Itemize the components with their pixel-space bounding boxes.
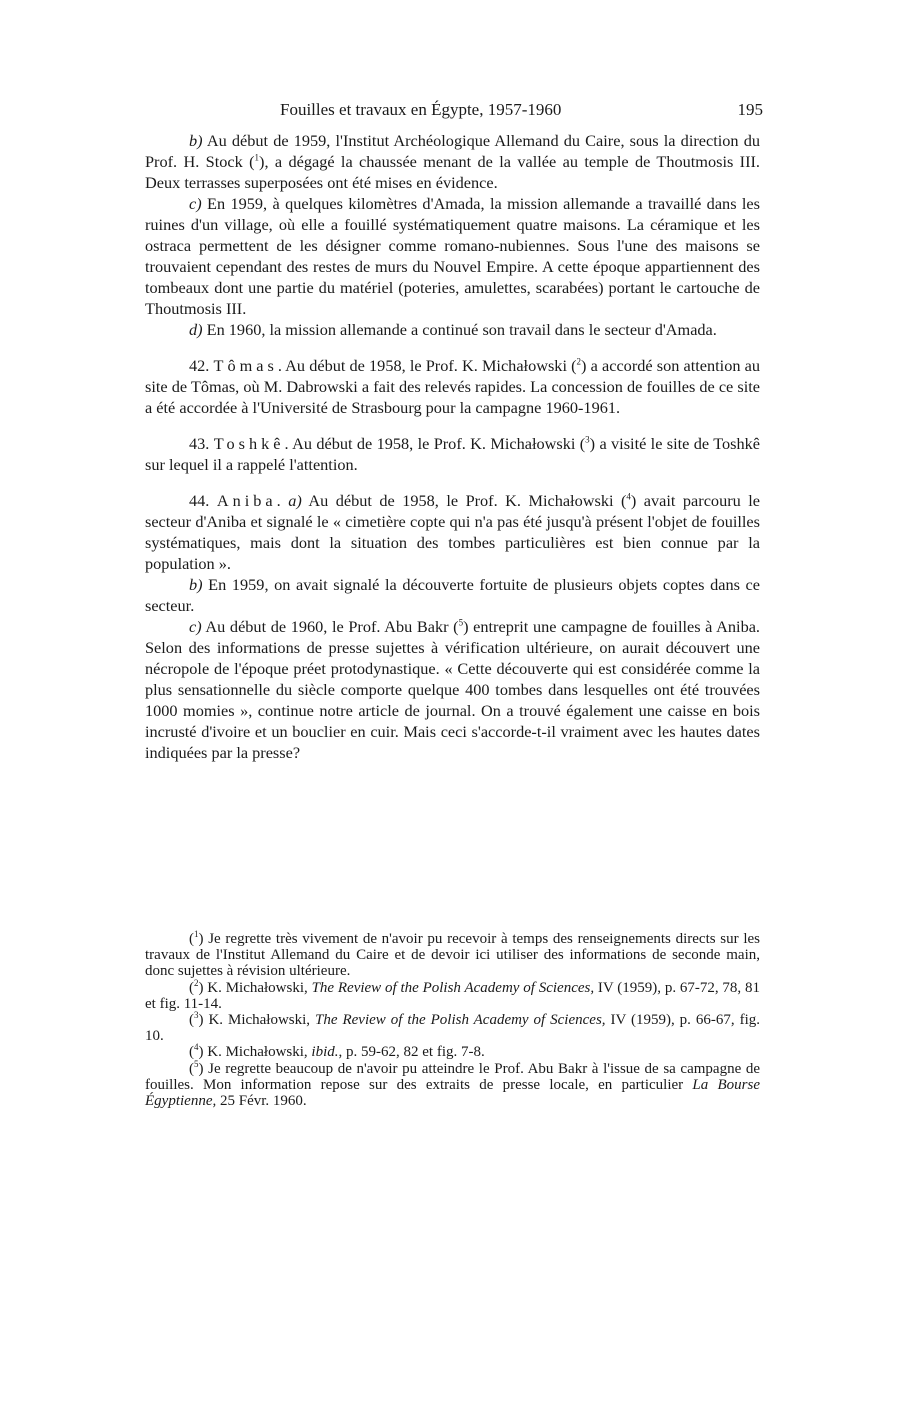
paragraph-text: ) entreprit une campagne de fouilles à Aniba. Selon des informations de presse sujettes à vérification ultérieure, on aurait découvert une nécropole de l'époque préet protodynastique. « Cette découverte qui est considérée comme la plus sensationnelle du siècle comporte quelque 400 tombes dans lesquelles ont été trouvées 1000 momies », continue notre article de journal. On a trouvé également une caisse en bois incrusté d'ivoire et un bouclier en cuir. Mais ceci s'accorde-t-il vraiment avec les hautes dates indiquées par la presse? xyxy=(145,617,761,762)
footnote-text: K. Michałowski, xyxy=(203,979,312,996)
paragraph-text: ) a accordé son attention au site de Tômas, où M. Dabrowski a fait des relevés rapides. La concession de fouilles de ce site a été accordée à l'Université de Strasbourg pour la campagne 1960-1961. xyxy=(145,356,761,417)
item-marker: b) xyxy=(189,131,203,150)
page-number: 195 xyxy=(737,100,763,119)
item-marker: c) xyxy=(189,617,202,636)
section-44-aniba xyxy=(145,490,760,574)
footnote-text: IV (1959), p. 66-67, fig. 10. xyxy=(145,1012,760,1045)
site-name: Aniba xyxy=(216,491,277,510)
site-name: Toshkê xyxy=(213,434,285,453)
paragraph-c-amada xyxy=(145,193,760,319)
footnotes xyxy=(145,931,760,1109)
running-title: Fouilles et travaux en Égypte, 1957-1960 xyxy=(280,100,562,119)
footnote-number: 2 xyxy=(194,977,199,988)
footnote-text: IV (1959), p. 67-72, 78, 81 et fig. 11-14. xyxy=(145,979,760,1012)
paragraph-text: En 1959, on avait signalé la découverte fortuite de plusieurs objets coptes dans ce secteur. xyxy=(145,575,760,615)
footnote-text: 25 Févr. 1960. xyxy=(216,1093,307,1110)
paragraph-b-stock xyxy=(145,130,760,193)
item-marker: b) xyxy=(189,575,203,594)
footnote-4: ($^4$) K. Michałowski, ibid., p. 59-62, 82 et fig. 7-8. xyxy=(189,1042,485,1061)
paragraph-text: Au début de 1959, l'Institut Archéologique Allemand du Caire, sous la direction du Prof. H. Stock ( xyxy=(145,131,760,171)
footnote-text: , p. 59-62, 82 et fig. 7-8. xyxy=(338,1044,485,1061)
footnote-text: Je regrette beaucoup de n'avoir pu atteindre le Prof. Abu Bakr à l'issue de sa campagne de fouilles. Mon information repose sur des extraits de presse locale, en particulier xyxy=(145,1060,760,1093)
paragraph-text: . Au début de 1958, le Prof. K. Michałowski ( xyxy=(284,434,586,453)
footnote-number: 1 xyxy=(194,929,199,939)
paragraph-d-amada xyxy=(145,319,760,340)
footnote-ref: 2 xyxy=(576,356,582,367)
footnote-3: ($^3$) K. Michałowski, The Review of the Polish Academy of Sciences, IV (1959), p. 66-67, fig. 10. xyxy=(145,1010,760,1045)
running-header xyxy=(145,100,763,124)
footnote-text: K. Michałowski, xyxy=(203,1012,316,1029)
footnote-ref: 5 xyxy=(458,617,464,628)
footnote-5: ($^5$) Je regrette beaucoup de n'avoir pu atteindre le Prof. Abu Bakr à l'issue de sa campagne de fouilles. Mon information repose sur des extraits de presse locale, en particulier La Bourse Égyptienne, 25 Févr. 1960. xyxy=(145,1058,760,1110)
paragraph-text: . Au début de 1958, le Prof. K. Michałowski ( xyxy=(277,356,577,375)
item-marker: c) xyxy=(189,194,202,213)
paragraph-text: ), a dégagé la chaussée menant de la vallée au temple de Thoutmosis III. Deux terrasses superposées ont été mises en évidence. xyxy=(145,152,761,192)
section-43-toshke xyxy=(145,433,760,475)
footnote-number: 5 xyxy=(194,1058,199,1069)
paragraph-b-aniba xyxy=(145,574,760,616)
main-text xyxy=(145,130,760,763)
paragraph-text: . xyxy=(276,491,289,510)
footnote-number: 3 xyxy=(194,1010,199,1021)
footnote-number: 4 xyxy=(194,1042,199,1053)
paragraph-text: En 1959, à quelques kilomètres d'Amada, la mission allemande a travaillé dans les ruines d'un village, où elle a fouillé systématiquement quatre maisons. La céramique et les ostraca permettent de les désigner comme romano-nubiennes. Sous l'une des maisons se trouvaient cependant des restes de murs du Nouvel Empire. A cette époque appartiennent des tombeaux dont une partie du matériel (poteries, amulettes, scarabées) portant le cartouche de Thoutmosis III. xyxy=(145,194,760,318)
paragraph-text: En 1960, la mission allemande a continué son travail dans le secteur d'Amada. xyxy=(202,320,717,339)
section-number: 42. xyxy=(189,356,210,375)
ibid-abbrev: ibid. xyxy=(311,1044,339,1061)
paragraph-text: Au début de 1958, le Prof. K. Michałowski ( xyxy=(301,491,627,510)
newspaper-title: La Bourse Égyptienne, xyxy=(145,1076,760,1110)
journal-title: The Review of the Polish Academy of Sciences, xyxy=(311,979,595,996)
paragraph-c-aniba xyxy=(145,616,760,763)
journal-title: The Review of the Polish Academy of Sciences, xyxy=(315,1012,606,1029)
paragraph-text: ) avait parcouru le secteur d'Aniba et signalé le « cimetière copte qui n'a pas été jusqu'à présent l'objet de fouilles systématiques, mais dont la situation des tombes particulières est bien connue par la population ». xyxy=(145,491,761,573)
paragraph-text: ) a visité le site de Toshkê sur lequel il a rappelé l'attention. xyxy=(145,434,760,474)
paragraph-text: Au début de 1960, le Prof. Abu Bakr ( xyxy=(201,617,459,636)
item-marker: a) xyxy=(288,491,302,510)
site-name: Tômas xyxy=(213,356,278,375)
footnote-1: ($^1$) Je regrette très vivement de n'avoir pu recevoir à temps des renseignements directs sur les travaux de l'Institut Allemand du Caire et de devoir ici utiliser des informations de seconde main, donc sujettes à révision ultérieure. xyxy=(145,929,760,980)
footnote-text: K. Michałowski, xyxy=(203,1044,312,1061)
footnote-ref: 4 xyxy=(626,491,631,502)
section-number: 44. xyxy=(189,491,210,510)
footnote-2: ($^2$) K. Michałowski, The Review of the Polish Academy of Sciences, IV (1959), p. 67-72, 78, 81 et fig. 11-14. xyxy=(145,977,760,1012)
footnote-ref: 3 xyxy=(585,434,590,445)
footnote-text: Je regrette très vivement de n'avoir pu recevoir à temps des renseignements directs sur les travaux de l'Institut Allemand du Caire et de devoir ici utiliser des informations de seconde main, donc sujettes à révision ultérieure. xyxy=(145,931,760,980)
section-42-tomas xyxy=(145,355,760,418)
item-marker: d) xyxy=(189,320,203,339)
footnote-ref: 1 xyxy=(254,152,260,163)
section-number: 43. xyxy=(189,434,210,453)
